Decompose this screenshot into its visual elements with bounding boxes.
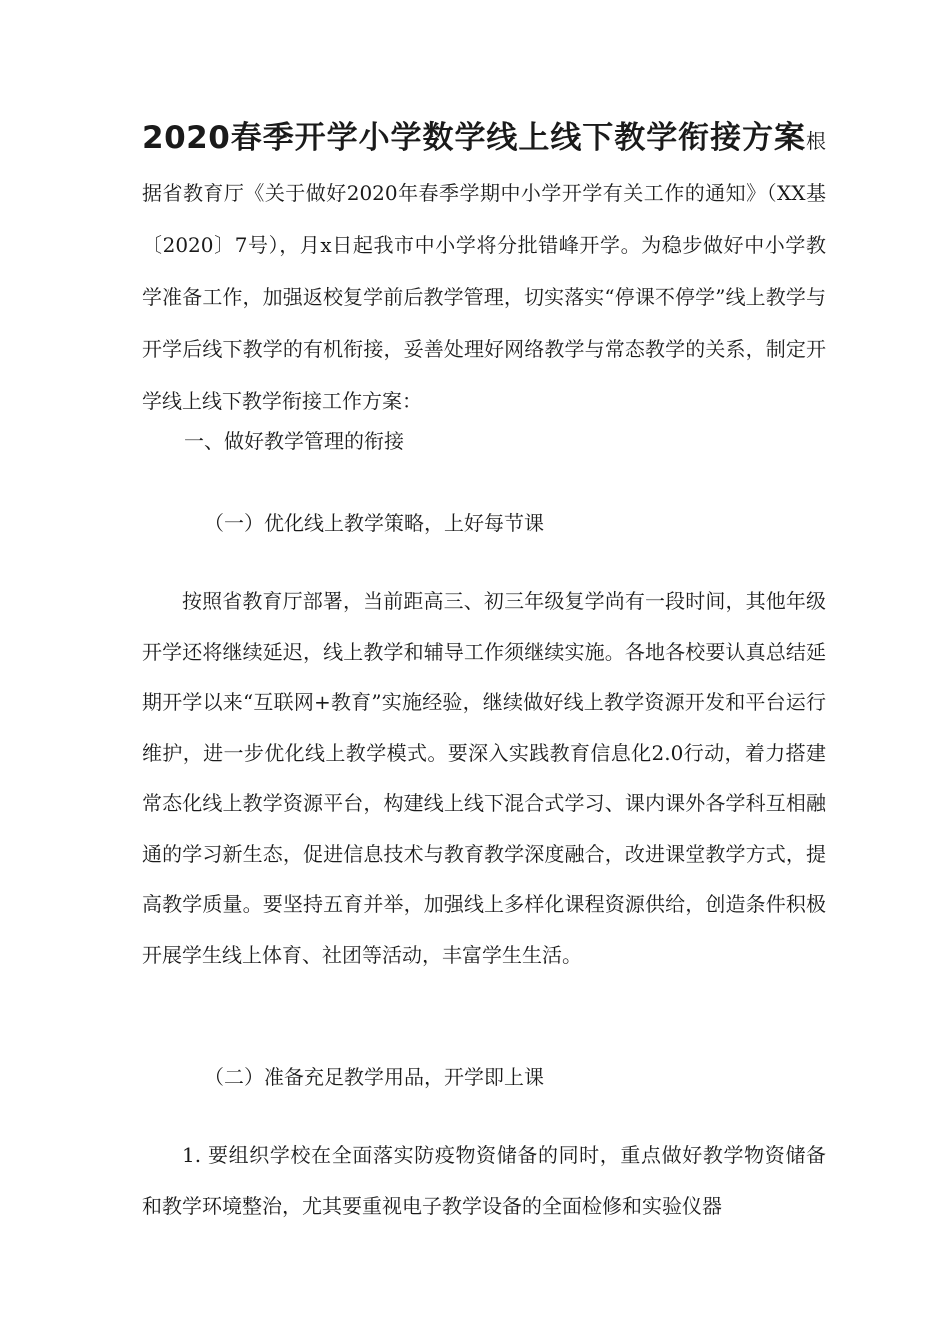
body-paragraph-1: 按照省教育厅部署，当前距高三、初三年级复学尚有一段时间，其他年级开学还将继续延迟，线上教学和辅导工作须继续实施。各地各校要认真总结延期开学以来“互联网+教育”实施经验，继续做好线上教学资源开发和平台运行维护，进一步优化线上教学模式。要深入实践教育信息化2.0行动，着力搭建常态化线上教学资源平台，构建线上线下混合式学习、课内课外各学科互相融通的学习新生态，促进信息技术与教育教学深度融合，改进课堂教学方式，提高教学质量。要坚持五育并举，加强线上多样化课程资源供给，创造条件积极开展学生线上体育、社团等活动，丰富学生生活。 [142,589,826,967]
subsection-heading-1: （一）优化线上教学策略，上好每节课 [204,511,544,535]
intro-block [142,112,826,427]
list-item-1: 1. 要组织学校在全面落实防疫物资储备的同时，重点做好教学物资储备和教学环境整治，尤其要重视电子教学设备的全面检修和实验仪器 [142,1143,826,1218]
document-title: 2020春季开学小学数学线上线下教学衔接方案 [142,120,806,156]
section-heading-1: 一、做好教学管理的衔接 [184,429,404,453]
subsection-heading-2: （二）准备充足教学用品，开学即上课 [204,1065,544,1089]
intro-paragraph: 根据省教育厅《关于做好2020年春季学期中小学开学有关工作的通知》（XX基〔2020〕7号），月x日起我市中小学将分批错峰开学。为稳步做好中小学教学准备工作，加强返校复学前后教学管理，切实落实“停课不停学”线上教学与开学后线下教学的有机衔接，妥善处理好网络教学与常态教学的关系，制定开学线上线下教学衔接工作方案： [142,129,826,413]
